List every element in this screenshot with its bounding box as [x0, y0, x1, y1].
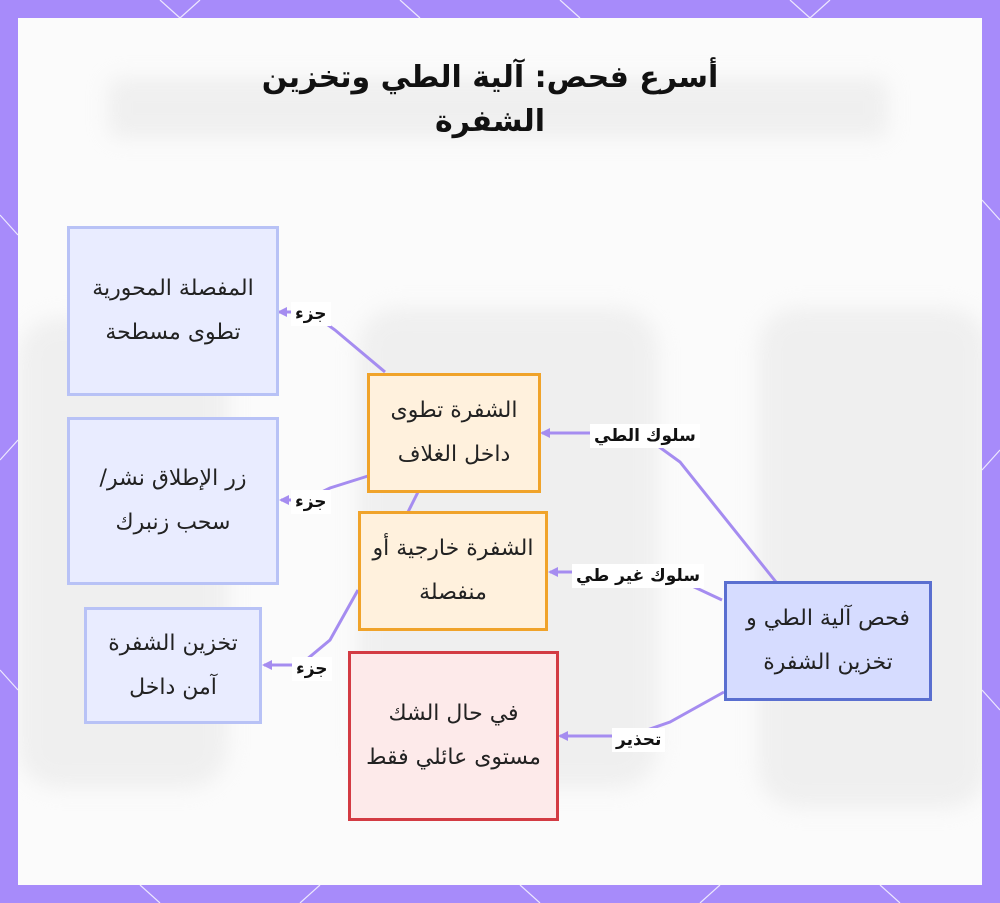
node-release-button	[67, 417, 279, 585]
edge-label-folding-behavior: سلوك الطي	[590, 424, 700, 448]
node-hinge	[67, 226, 279, 396]
diagram-title: أسرع فحص: آلية الطي وتخزين الشفرة	[261, 60, 719, 139]
node-storage	[84, 607, 262, 724]
node-main-check	[724, 581, 932, 701]
edge-label-part-hinge: جزء	[291, 302, 331, 326]
node-warning-doubt	[348, 651, 559, 821]
edge-folding-behavior	[542, 433, 776, 582]
edge-label-part-storage: جزء	[292, 657, 332, 681]
node-external-blade	[358, 511, 548, 631]
node-external-blade-text: الشفرة خارجية أو منفصلة	[372, 536, 534, 605]
node-release-button-text: زر الإطلاق نشر/سحب زنبرك	[99, 466, 247, 535]
node-warning-doubt-text: في حال الشك مستوى عائلي فقط	[366, 701, 541, 770]
node-folds-inside	[367, 373, 541, 493]
edge-label-warning: تحذير	[612, 728, 665, 752]
edge-label-non-folding-behavior: سلوك غير طي	[572, 564, 704, 588]
edge-part-storage	[264, 590, 358, 665]
node-storage-text: تخزين الشفرة آمن داخل	[108, 630, 238, 700]
node-hinge-text: المفصلة المحورية تطوى مسطحة	[92, 276, 254, 345]
node-main-check-text: فحص آلية الطي و تخزين الشفرة	[746, 606, 910, 675]
node-folds-inside-text: الشفرة تطوى داخل الغلاف	[390, 398, 518, 467]
edge-label-part-release: جزء	[291, 490, 331, 514]
edge-folds-to-external	[408, 492, 418, 512]
